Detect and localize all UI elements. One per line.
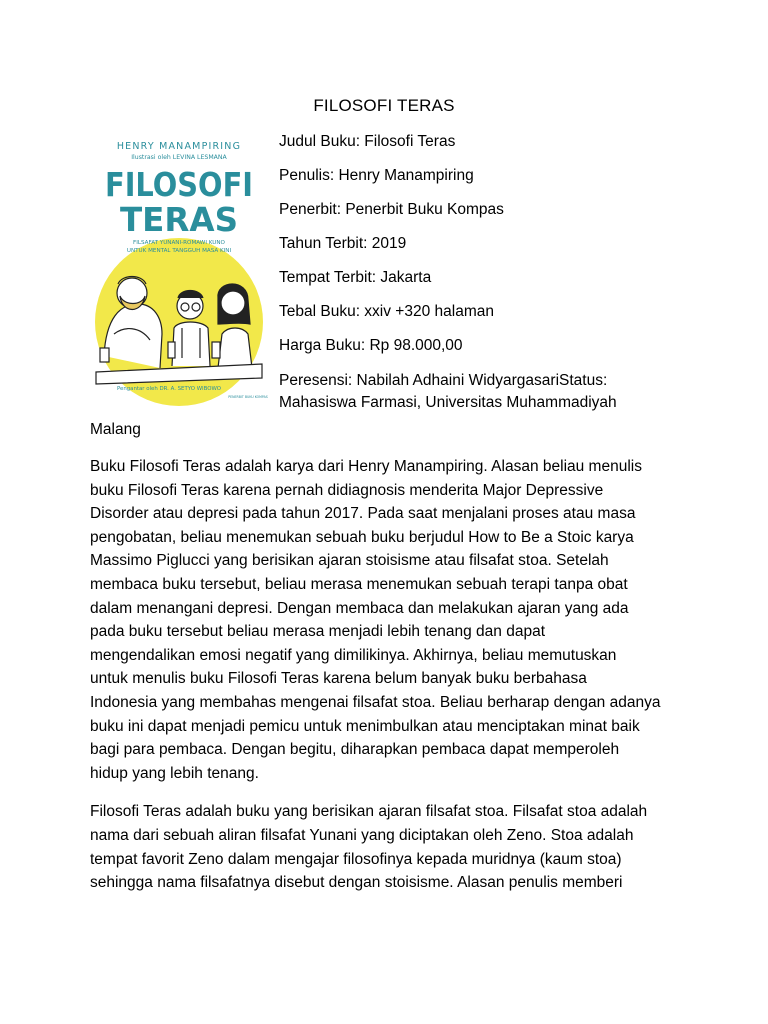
text-line: Indonesia yang membahas mengenai filsafat stoa. Beliau berharap dengan adanya [90, 693, 661, 711]
cover-subtitle-line2: UNTUK MENTAL TANGGUH MASA KINI [126, 248, 232, 254]
paragraph-1 [90, 455, 690, 785]
review-body [90, 455, 690, 910]
text-line: hidup yang lebih tenang. [90, 764, 259, 782]
meta-reviewer [279, 370, 719, 414]
cover-title-line2: TERAS [120, 200, 238, 239]
meta-tahun: Tahun Terbit: 2019 [279, 235, 407, 252]
text-line: sehingga nama filsafatnya disebut dengan stoisisme. Alasan penulis memberi [90, 874, 623, 892]
reviewer-line1: Peresensi: Nabilah Adhaini WidyargasariStatus: [279, 372, 608, 389]
cover-illustrator: Ilustrasi oleh LEVINA LESMANA [131, 154, 227, 161]
text-line: membaca buku tersebut, beliau merasa menemukan sebuah terapi tanpa obat [90, 575, 628, 593]
cover-foreword: Pengantar oleh DR. A. SETYO WIBOWO [116, 386, 222, 392]
text-line: untuk menulis buku Filosofi Teras karena belum banyak buku berbahasa [90, 670, 587, 688]
book-cover-image [90, 128, 268, 410]
meta-tebal: Tebal Buku: xxiv +320 halaman [279, 303, 494, 320]
text-line: Disorder atau depresi pada tahun 2017. Pada saat menjalani proses atau masa [90, 505, 636, 523]
text-line: mengendalikan emosi negatif yang dimilikinya. Akhirnya, beliau memutuskan [90, 646, 617, 664]
book-metadata [279, 132, 719, 414]
paragraph-2 [90, 800, 690, 894]
cover-publisher: PENERBIT BUKU KOMPAS [228, 395, 268, 399]
text-line: buku ini dapat menjadi pemicu untuk menimbulkan atau menciptakan minat baik [90, 717, 640, 735]
reviewer-line3: Malang [90, 421, 141, 438]
meta-harga: Harga Buku: Rp 98.000,00 [279, 337, 463, 354]
text-line: buku Filosofi Teras karena pernah didiagnosis menderita Major Depressive [90, 481, 604, 499]
text-line: dalam menangani depresi. Dengan membaca dan melakukan ajaran yang ada [90, 599, 629, 617]
text-line: Buku Filosofi Teras adalah karya dari Henry Manampiring. Alasan beliau menulis [90, 458, 642, 475]
text-line: Massimo Piglucci yang berisikan ajaran stoisisme atau filsafat stoa. Setelah [90, 552, 609, 570]
meta-penerbit: Penerbit: Penerbit Buku Kompas [279, 201, 504, 218]
cover-subtitle-line1: FILSAFAT YUNANI-ROMAWI KUNO [133, 240, 225, 246]
cover-author: HENRY MANAMPIRING [116, 141, 242, 152]
text-line: pengobatan, beliau menemukan sebuah buku berjudul How to Be a Stoic karya [90, 528, 634, 546]
reviewer-line2: Mahasiswa Farmasi, Universitas Muhammadiyah [279, 394, 617, 411]
text-line: pada buku tersebut beliau merasa menjadi lebih tenang dan dapat [90, 623, 545, 641]
page-title: FILOSOFI TERAS [313, 96, 455, 115]
text-line: bagi para pembaca. Dengan begitu, diharapkan pembaca dapat memperoleh [90, 741, 620, 759]
text-line: nama dari sebuah aliran filsafat Yunani yang diciptakan oleh Zeno. Stoa adalah [90, 826, 634, 844]
text-line: tempat favorit Zeno dalam mengajar filosofinya kepada muridnya (kaum stoa) [90, 850, 622, 868]
text-line: Filosofi Teras adalah buku yang berisikan ajaran filsafat stoa. Filsafat stoa adalah [90, 803, 648, 821]
cover-title-line1: FILOSOFI [105, 165, 253, 204]
meta-tempat: Tempat Terbit: Jakarta [279, 269, 432, 286]
meta-penulis: Penulis: Henry Manampiring [279, 167, 474, 184]
meta-judul: Judul Buku: Filosofi Teras [279, 133, 456, 150]
